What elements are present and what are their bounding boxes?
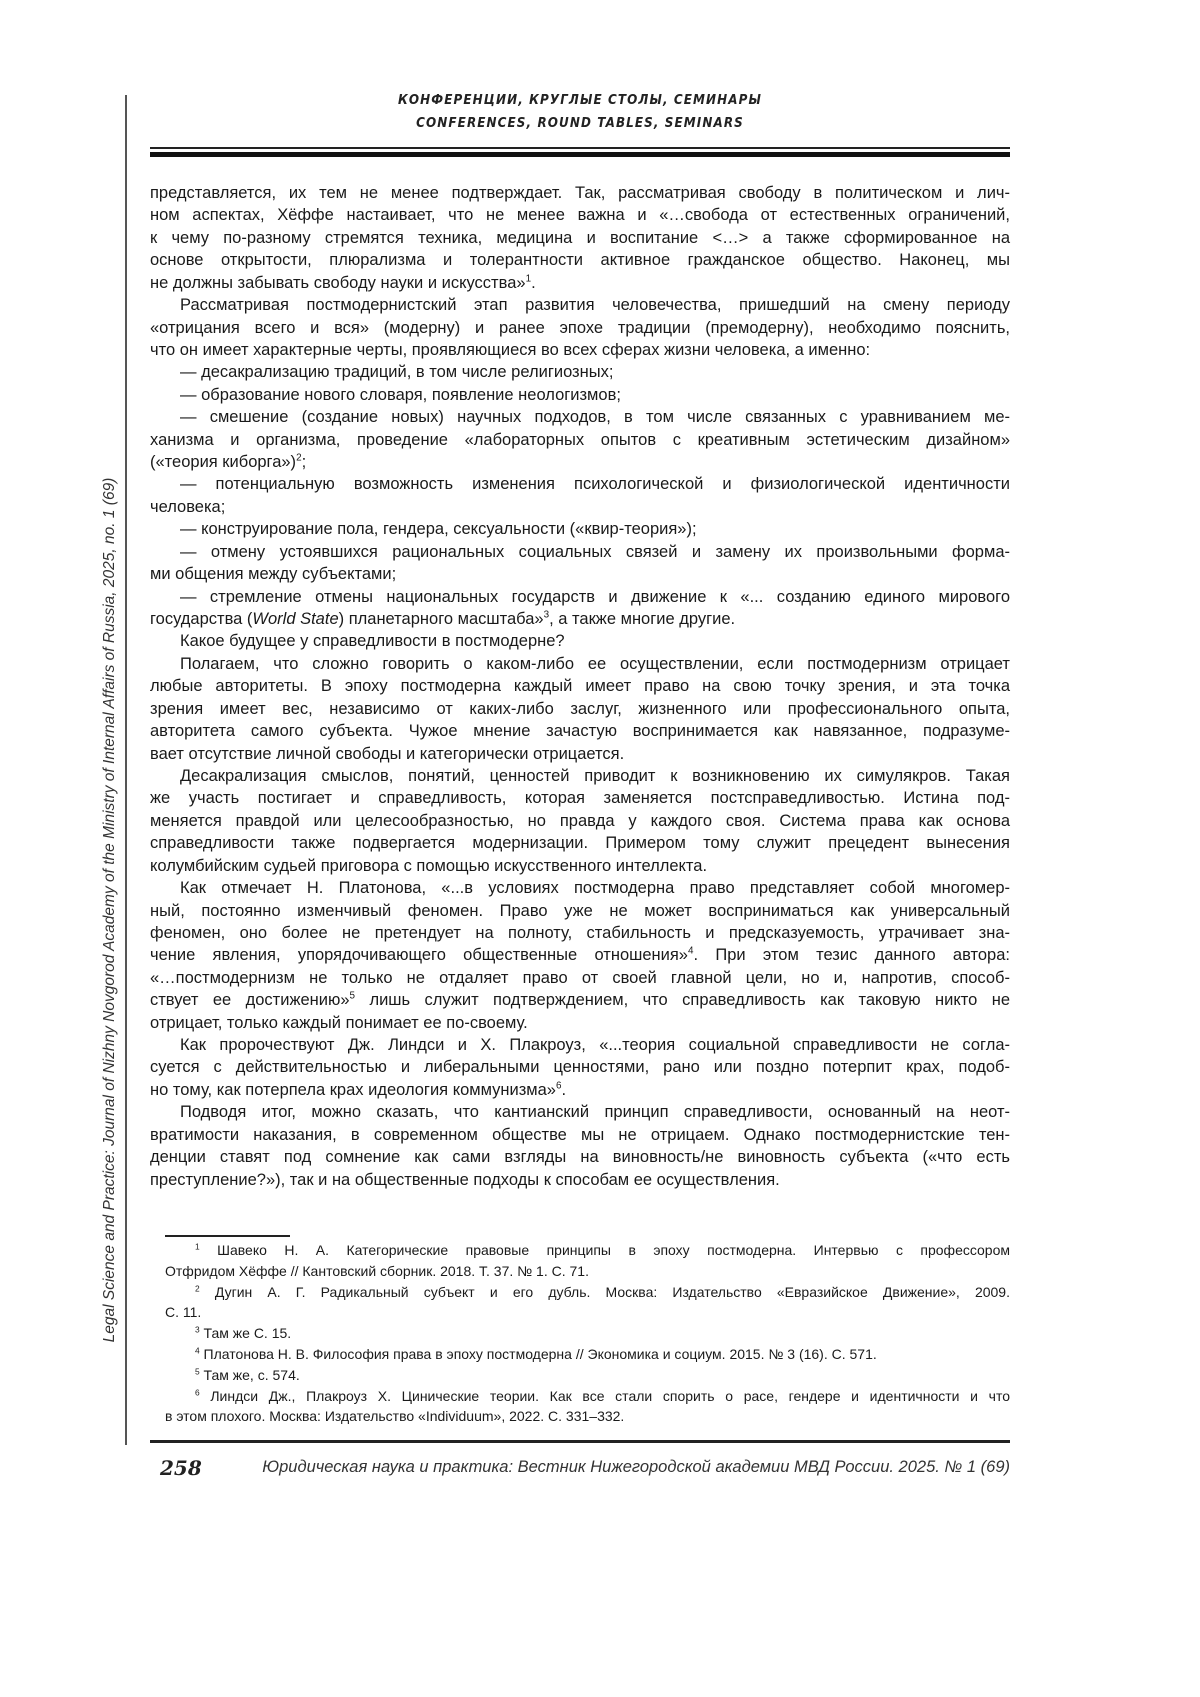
text-run: Шавеко Н. А. Категорические правовые принципы в эпоху постмодерна. Интервью с профессором	[200, 1242, 1010, 1258]
body-line	[150, 451, 1010, 473]
text-run: феномен, оно более не претендует на полноту, стабильность и предсказуемость, утрачивает зна-	[150, 924, 1010, 942]
page-number: 258	[160, 1456, 202, 1480]
text-run: денции ставят под сомнение как сами взгляды на виновность/не виновность субъекта («что есть	[150, 1148, 1010, 1166]
body-line	[150, 496, 1010, 518]
text-run: ) планетарного масштаба»	[339, 610, 544, 628]
section-title-ru: КОНФЕРЕНЦИИ, КРУГЛЫЕ СТОЛЫ, СЕМИНАРЫ	[184, 93, 975, 108]
text-run: Линдси Дж., Плакроуз Х. Цинические теории. Как все стали спорить о расе, гендере и идентичности и что	[200, 1388, 1010, 1404]
footnote-ref: 4	[688, 946, 694, 957]
footnote-ref: 1	[195, 1241, 200, 1251]
body-line	[150, 608, 1010, 630]
body-line	[150, 294, 1010, 316]
footnote-line	[165, 1386, 1010, 1407]
body-line	[150, 1169, 1010, 1191]
footnote-ref: 3	[544, 610, 550, 621]
text-run: основе открытости, плюрализма и толерантности активное гражданское общество. Наконец, мы	[150, 251, 1010, 269]
footnote-separator	[165, 1235, 290, 1237]
body-line	[150, 1146, 1010, 1168]
footnote-line	[165, 1240, 1010, 1261]
text-run: но тому, как потерпела крах идеология коммунизма»	[150, 1081, 556, 1099]
text-run: Там же С. 15.	[200, 1325, 292, 1341]
body-line	[150, 765, 1010, 787]
footnote-line	[165, 1406, 1010, 1427]
footnote-line	[165, 1282, 1010, 1303]
text-run: преступление?»), так и на общественные подходы к способам ее осуществления.	[150, 1171, 780, 1189]
footnote-ref: 3	[195, 1325, 200, 1335]
text-run: лишь служит подтверждением, что справедливость как таковую никто не	[355, 991, 1010, 1009]
text-run: Рассматривая постмодернистский этап развития человечества, пришедший на смену периоду	[180, 296, 1010, 314]
body-line	[150, 1034, 1010, 1056]
body-line	[150, 653, 1010, 675]
journal-footer-title: Юридическая наука и практика: Вестник Нижегородской академии МВД России. 2025. № 1 (69)	[232, 1458, 1010, 1477]
footnote-ref: 5	[350, 991, 356, 1002]
text-run: Отфридом Хёффе // Кантовский сборник. 2018. Т. 37. № 1. С. 71.	[165, 1263, 589, 1279]
text-run: суется с действительностью и либеральными ценностями, рано или поздно потерпит крах, подоб-	[150, 1058, 1010, 1076]
body-line	[150, 182, 1010, 204]
text-run: отрицает, только каждый понимает ее по-своему.	[150, 1014, 528, 1032]
text-run: вает отсутствие личной свободы и категорически отрицается.	[150, 745, 624, 763]
text-run: С. 11.	[165, 1304, 201, 1320]
text-run: не должны забывать свободу науки и искусства»	[150, 274, 526, 292]
header-rule-thick	[150, 152, 1010, 157]
text-run: — десакрализацию традиций, в том числе религиозных;	[180, 363, 613, 381]
text-run: — отмену устоявшихся рациональных социальных связей и замену их произвольными форма-	[180, 543, 1010, 561]
text-run: справедливости также подвергается модернизации. Примером тому служит прецедент вынесения	[150, 834, 1010, 852]
body-line	[150, 1012, 1010, 1034]
text-run: («теория киборга»)	[150, 453, 296, 471]
text-run: Десакрализация смыслов, понятий, ценностей приводит к возникновению их симулякров. Такая	[180, 767, 1010, 785]
text-run: .	[561, 1081, 566, 1099]
footnote-ref: 2	[195, 1283, 200, 1293]
body-line	[150, 249, 1010, 271]
text-run: .	[531, 274, 536, 292]
body-line	[150, 810, 1010, 832]
footnote-ref: 1	[526, 273, 532, 284]
footnote-ref: 4	[195, 1345, 200, 1355]
footnote-ref: 6	[556, 1080, 562, 1091]
body-line	[150, 541, 1010, 563]
footnote-line	[165, 1302, 1010, 1323]
text-run: представляется, их тем не менее подтверждает. Так, рассматривая свободу в политическом и лич-	[150, 184, 1010, 202]
text-run: «…постмодернизм не только не отдаляет право от своей главной цели, но и, напротив, способ-	[150, 969, 1010, 987]
footnote-line	[165, 1344, 1010, 1365]
text-run: колумбийским судьей приговора с помощью искусственного интеллекта.	[150, 857, 707, 875]
footer-rule	[150, 1440, 1010, 1443]
text-run: к чему по-разному стремятся техника, медицина и воспитание <…> а также сформированное на	[150, 229, 1010, 247]
text-run: чение явления, упорядочивающего общественные отношения»	[150, 946, 688, 964]
text-run: что он имеет характерные черты, проявляющиеся во всех сферах жизни человека, а именно:	[150, 341, 870, 359]
text-run: любые авторитеты. В эпоху постмодерна каждый имеет право на свою точку зрения, и эта точка	[150, 677, 1010, 695]
body-line	[150, 227, 1010, 249]
text-run: в этом плохого. Москва: Издательство «Individuum», 2022. С. 331–332.	[165, 1408, 624, 1424]
text-run: . При этом тезис данного автора:	[693, 946, 1010, 964]
body-line	[150, 944, 1010, 966]
footnote-line	[165, 1365, 1010, 1386]
body-line	[150, 698, 1010, 720]
text-run: World State	[252, 610, 338, 628]
text-run: Как пророчествуют Дж. Линдси и Х. Плакроуз, «...теория социальной справедливости не согла-	[180, 1036, 1010, 1054]
text-run: Там же, с. 574.	[200, 1367, 300, 1383]
body-line	[150, 473, 1010, 495]
text-run: государства (	[150, 610, 252, 628]
margin-rule	[125, 95, 127, 1445]
body-line	[150, 967, 1010, 989]
body-line	[150, 272, 1010, 294]
text-run: — стремление отмены национальных государств и движение к «... созданию единого мирового	[180, 588, 1010, 606]
text-run: вратимости наказания, в современном обществе мы не отрицаем. Однако постмодернистские тен-	[150, 1126, 1010, 1144]
text-run: ми общения между субъектами;	[150, 565, 396, 583]
body-line	[150, 1056, 1010, 1078]
text-run: ханизма и организма, проведение «лабораторных опытов с креативным эстетическим дизайном»	[150, 431, 1010, 449]
footnote-ref: 6	[195, 1387, 200, 1397]
body-line	[150, 900, 1010, 922]
body-line	[150, 832, 1010, 854]
body-line	[150, 675, 1010, 697]
text-run: Как отмечает Н. Платонова, «...в условиях постмодерна право представляет собой многомер-	[180, 879, 1010, 897]
body-line	[150, 518, 1010, 540]
body-line	[150, 586, 1010, 608]
text-run: — образование нового словаря, появление неологизмов;	[180, 386, 621, 404]
body-line	[150, 339, 1010, 361]
text-run: же участь постигает и справедливость, которая заменяется постсправедливостью. Истина под-	[150, 789, 1010, 807]
body-line	[150, 1079, 1010, 1101]
text-run: Полагаем, что сложно говорить о каком-либо ее осуществлении, если постмодернизм отрицает	[180, 655, 1010, 673]
text-run: ный, постоянно изменчивый феномен. Право уже не может восприниматься как универсальный	[150, 902, 1010, 920]
body-line	[150, 720, 1010, 742]
text-run: Дугин А. Г. Радикальный субъект и его дубль. Москва: Издательство «Евразийское Движение», 2009.	[200, 1284, 1010, 1300]
body-line	[150, 384, 1010, 406]
body-line	[150, 204, 1010, 226]
body-line	[150, 743, 1010, 765]
body-line	[150, 406, 1010, 428]
text-run: — потенциальную возможность изменения психологической и физиологической идентичности	[180, 475, 1010, 493]
footnote-ref: 5	[195, 1366, 200, 1376]
footnote-ref: 2	[296, 453, 302, 464]
text-run: — смешение (создание новых) научных подходов, в том числе связанных с уравниванием ме-	[180, 408, 1010, 426]
footnote-line	[165, 1261, 1010, 1282]
body-line	[150, 1124, 1010, 1146]
body-line	[150, 855, 1010, 877]
text-run: ном аспектах, Хёффе настаивает, что не менее важна и «…свобода от естественных ограничений,	[150, 206, 1010, 224]
body-line	[150, 1101, 1010, 1123]
body-line	[150, 877, 1010, 899]
text-run: , а также многие другие.	[549, 610, 735, 628]
text-run: Какое будущее у справедливости в постмодерне?	[180, 632, 565, 650]
journal-side-title: Legal Science and Practice: Journal of Nizhny Novgorod Academy of the Ministry of Internal Affairs of Russia, 2025, no. 1 (69)	[101, 478, 119, 1343]
text-run: «отрицания всего и вся» (модерну) и ранее эпохе традиции (премодерну), необходимо пояснить,	[150, 319, 1010, 337]
text-run: Подводя итог, можно сказать, что кантианский принцип справедливости, основанный на неот-	[180, 1103, 1010, 1121]
body-line	[150, 630, 1010, 652]
text-run: — конструирование пола, гендера, сексуальности («квир-теория»);	[180, 520, 697, 538]
body-line	[150, 989, 1010, 1011]
body-line	[150, 787, 1010, 809]
text-run: ;	[302, 453, 307, 471]
text-run: человека;	[150, 498, 225, 516]
body-line	[150, 361, 1010, 383]
section-title-en: CONFERENCES, ROUND TABLES, SEMINARS	[184, 116, 975, 131]
header-rule-thin	[150, 147, 1010, 149]
text-run: зрения имеет вес, независимо от каких-либо заслуг, жизненного или профессионального опыта,	[150, 700, 1010, 718]
footnote-line	[165, 1323, 1010, 1344]
body-line	[150, 922, 1010, 944]
text-run: меняется правдой или целесообразностью, но правда у каждого своя. Система права как основа	[150, 812, 1010, 830]
body-line	[150, 429, 1010, 451]
article-body	[150, 182, 1010, 1191]
footnotes	[165, 1240, 1010, 1427]
text-run: авторитета самого субъекта. Чужое мнение зачастую воспринимается как навязанное, подразуме-	[150, 722, 1010, 740]
text-run: ствует ее достижению»	[150, 991, 350, 1009]
body-line	[150, 563, 1010, 585]
text-run: Платонова Н. В. Философия права в эпоху постмодерна // Экономика и социум. 2015. № 3 (16). С. 571.	[200, 1346, 877, 1362]
body-line	[150, 317, 1010, 339]
